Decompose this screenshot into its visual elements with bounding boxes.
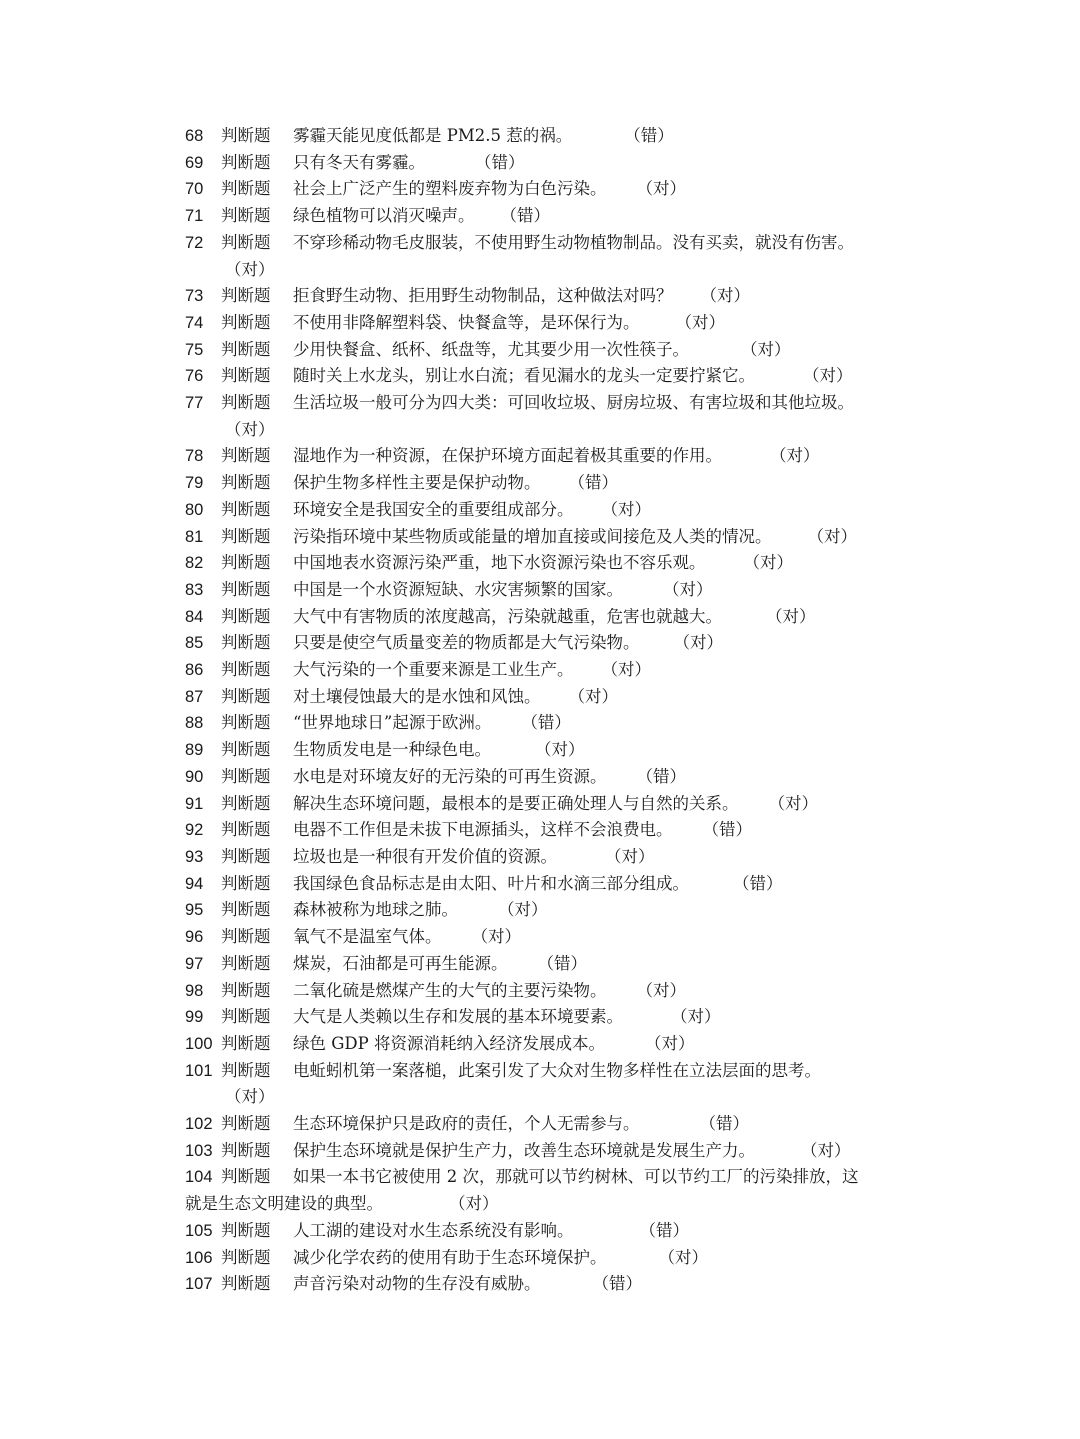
item-type: 判断题 [221,446,271,466]
item-question: 解决生态环境问题，最根本的是要正确处理人与自然的关系。 [293,793,739,813]
item-question: 环境安全是我国安全的重要组成部分。 [293,499,574,519]
item-answer: （对） [671,1007,721,1027]
item-number: 107 [185,1275,213,1294]
item-number: 100 [185,1034,213,1053]
item-answer: （对） [601,499,651,519]
list-item [185,1058,905,1085]
item-question: 拒食野生动物、拒用野生动物制品，这种做法对吗？ [293,286,673,306]
list-item [185,897,905,924]
item-number: 90 [185,767,204,786]
item-answer: （对） [675,312,725,332]
list-item [185,737,905,764]
item-answer: （对） [768,793,818,813]
item-type: 判断题 [221,1007,271,1027]
item-question: 大气中有害物质的浓度越高，污染就越重，危害也就越大。 [293,606,722,626]
list-item [185,390,905,417]
item-question: 我国绿色食品标志是由太阳、叶片和水滴三部分组成。 [293,873,689,893]
item-number: 84 [185,607,204,626]
item-question: 湿地作为一种资源，在保护环境方面起着极其重要的作用。 [293,446,722,466]
item-number: 96 [185,928,204,947]
item-question: 少用快餐盒、纸杯、纸盘等，尤其要少用一次性筷子。 [293,339,689,359]
item-type: 判断题 [221,766,271,786]
item-number: 106 [185,1248,213,1267]
list-item [185,1271,905,1298]
list-item-continuation [185,1084,905,1111]
item-answer: （对） [673,633,723,653]
list-item [185,497,905,524]
item-number: 79 [185,474,204,493]
item-number: 95 [185,901,204,920]
item-answer: （对） [449,1194,499,1214]
item-type: 判断题 [221,713,271,733]
list-item [185,363,905,390]
item-answer: （对） [770,446,820,466]
item-answer: （对） [645,1033,695,1053]
item-type: 判断题 [221,927,271,947]
item-answer: （错） [636,766,686,786]
item-question: 社会上广泛产生的塑料废弃物为白色污染。 [293,179,607,199]
item-question: 人工湖的建设对水生态系统没有影响。 [293,1220,574,1240]
item-number: 87 [185,687,204,706]
item-type: 判断题 [221,1140,271,1160]
item-number: 89 [185,741,204,760]
item-number: 75 [185,340,204,359]
item-type: 判断题 [221,339,271,359]
item-type: 判断题 [221,820,271,840]
item-type: 判断题 [221,873,271,893]
list-item [185,924,905,951]
item-answer: （对） [636,980,686,1000]
list-item [185,1111,905,1138]
item-number: 85 [185,634,204,653]
item-type: 判断题 [221,126,271,145]
item-answer: （错） [639,1220,689,1240]
item-answer: （对） [801,1140,851,1160]
item-answer: （错） [733,873,783,893]
item-number: 98 [185,981,204,1000]
item-type: 判断题 [221,606,271,626]
item-answer: （对） [636,179,686,199]
item-question: 减少化学农药的使用有助于生态环境保护。 [293,1247,607,1267]
list-item [185,844,905,871]
item-answer: （对） [605,846,655,866]
list-item [185,817,905,844]
item-type: 判断题 [221,553,271,573]
item-question: 保护生物多样性主要是保护动物。 [293,473,541,493]
item-number: 82 [185,554,204,573]
list-item [185,550,905,577]
list-item [185,657,905,684]
item-answer: （对） [700,286,750,306]
item-answer: （对） [498,900,548,920]
item-answer: （错） [592,1274,642,1294]
item-type: 判断题 [221,1167,271,1187]
item-answer: （对） [807,526,857,546]
item-type: 判断题 [221,526,271,546]
item-number: 88 [185,714,204,733]
item-type: 判断题 [221,900,271,920]
item-question: 中国地表水资源污染严重，地下水资源污染也不容乐观。 [293,553,706,573]
item-number: 105 [185,1221,213,1240]
item-question: 如果一本书它被使用 2 次，那就可以节约树林、可以节约工厂的污染排放，这 [293,1167,859,1187]
list-item [185,470,905,497]
item-type: 判断题 [221,1060,271,1080]
item-number: 92 [185,821,204,840]
item-number: 78 [185,447,204,466]
list-item [185,684,905,711]
item-number: 102 [185,1115,213,1134]
list-item [185,443,905,470]
list-item [185,1164,905,1191]
list-item [185,230,905,257]
item-question: 二氧化硫是燃煤产生的大气的主要污染物。 [293,980,607,1000]
list-item [185,978,905,1005]
item-question: 垃圾也是一种很有开发价值的资源。 [293,846,557,866]
item-question: 不穿珍稀动物毛皮服装，不使用野生动物植物制品。没有买卖，就没有伤害。 [293,232,854,252]
item-question: 保护生态环境就是保护生产力，改善生态环境就是发展生产力。 [293,1140,755,1160]
item-number: 93 [185,847,204,866]
item-type: 判断题 [221,206,271,226]
item-number: 72 [185,233,204,252]
list-item [185,604,905,631]
item-answer: （错） [500,206,550,226]
item-number: 76 [185,367,204,386]
item-type: 判断题 [221,980,271,1000]
item-answer: （对） [601,660,651,680]
item-question-cont: 就是生态文明建设的典型。 [185,1194,383,1214]
item-question: 不使用非降解塑料袋、快餐盒等，是环保行为。 [293,312,640,332]
item-question: 水电是对环境友好的无污染的可再生资源。 [293,766,607,786]
item-type: 判断题 [221,232,271,252]
item-number: 70 [185,180,204,199]
item-type: 判断题 [221,953,271,973]
list-item [185,577,905,604]
item-type: 判断题 [221,1033,271,1053]
item-question: 氧气不是温室气体。 [293,927,442,947]
item-answer: （对） [658,1247,708,1267]
item-number: 94 [185,874,204,893]
item-question: 大气污染的一个重要来源是工业生产。 [293,660,574,680]
item-answer: （错） [475,152,525,172]
list-item [185,123,905,150]
item-type: 判断题 [221,1114,271,1134]
item-type: 判断题 [221,1247,271,1267]
item-answer: （对） [803,366,853,386]
item-question: 生活垃圾一般可分为四大类：可回收垃圾、厨房垃圾、有害垃圾和其他垃圾。 [293,393,854,413]
item-question: 对土壤侵蚀最大的是水蚀和风蚀。 [293,686,541,706]
item-type: 判断题 [221,686,271,706]
item-question: 煤炭，石油都是可再生能源。 [293,953,508,973]
item-question: 森林被称为地球之肺。 [293,900,458,920]
item-number: 97 [185,954,204,973]
list-item [185,1138,905,1165]
item-type: 判断题 [221,793,271,813]
list-item [185,176,905,203]
list-item [185,710,905,737]
item-number: 69 [185,153,204,172]
item-question: 中国是一个水资源短缺、水灾害频繁的国家。 [293,579,623,599]
item-number: 68 [185,127,204,145]
item-answer: （对） [568,686,618,706]
item-type: 判断题 [221,152,271,172]
list-item [185,871,905,898]
item-type: 判断题 [221,579,271,599]
list-item [185,524,905,551]
item-question: 声音污染对动物的生存没有威胁。 [293,1274,541,1294]
item-type: 判断题 [221,312,271,332]
item-question: 雾霾天能见度低都是 PM2.5 惹的祸。 [293,126,573,145]
item-number: 104 [185,1168,213,1187]
item-question: 电器不工作但是未拔下电源插头，这样不会浪费电。 [293,820,673,840]
list-item-continuation [185,257,905,284]
item-answer: （对） [225,1087,275,1107]
item-question: 随时关上水龙头，别让水白流；看见漏水的龙头一定要拧紧它。 [293,366,755,386]
item-answer: （对） [225,259,275,279]
item-question: 只有冬天有雾霾。 [293,152,425,172]
list-item [185,337,905,364]
item-number: 73 [185,287,204,306]
item-number: 80 [185,500,204,519]
item-answer: （对） [225,419,275,439]
item-number: 77 [185,394,204,413]
list-item [185,150,905,177]
list-item [185,1004,905,1031]
item-answer: （错） [702,820,752,840]
item-number: 83 [185,580,204,599]
item-answer: （错） [521,713,571,733]
item-number: 91 [185,794,204,813]
item-type: 判断题 [221,846,271,866]
item-answer: （对） [743,553,793,573]
list-item [185,1218,905,1245]
item-type: 判断题 [221,499,271,519]
list-item [185,791,905,818]
item-type: 判断题 [221,366,271,386]
item-question: 污染指环境中某些物质或能量的增加直接或间接危及人类的情况。 [293,526,772,546]
item-type: 判断题 [221,473,271,493]
item-type: 判断题 [221,286,271,306]
item-type: 判断题 [221,740,271,760]
item-question: 只要是使空气质量变差的物质都是大气污染物。 [293,633,640,653]
item-answer: （错） [699,1114,749,1134]
list-item [185,630,905,657]
item-number: 86 [185,661,204,680]
list-item-continuation [185,417,905,444]
item-number: 103 [185,1141,213,1160]
item-type: 判断题 [221,179,271,199]
list-item [185,310,905,337]
question-list [185,123,905,1298]
item-answer: （对） [535,740,585,760]
item-number: 74 [185,313,204,332]
item-answer: （对） [741,339,791,359]
item-answer: （错） [568,473,618,493]
item-answer: （对） [471,927,521,947]
list-item [185,203,905,230]
list-item [185,1031,905,1058]
item-question: 大气是人类赖以生存和发展的基本环境要素。 [293,1007,623,1027]
item-question: 生态环境保护只是政府的责任，个人无需参与。 [293,1114,640,1134]
item-answer: （对） [766,606,816,626]
item-question: 电蚯蚓机第一案落槌，此案引发了大众对生物多样性在立法层面的思考。 [293,1060,821,1080]
item-type: 判断题 [221,660,271,680]
list-item-continuation [185,1191,905,1218]
item-question: 生物质发电是一种绿色电。 [293,740,491,760]
list-item [185,1245,905,1272]
item-type: 判断题 [221,633,271,653]
item-number: 99 [185,1008,204,1027]
item-type: 判断题 [221,1220,271,1240]
item-question: 绿色植物可以消灭噪声。 [293,206,475,226]
item-answer: （错） [624,126,674,145]
item-type: 判断题 [221,393,271,413]
item-answer: （对） [663,579,713,599]
item-number: 101 [185,1061,213,1080]
list-item [185,951,905,978]
item-question: 绿色 GDP 将资源消耗纳入经济发展成本。 [293,1033,606,1053]
item-number: 81 [185,527,204,546]
list-item [185,764,905,791]
item-number: 71 [185,207,204,226]
item-question: “世界地球日”起源于欧洲。 [293,713,492,733]
list-item [185,283,905,310]
item-answer: （错） [537,953,587,973]
item-type: 判断题 [221,1274,271,1294]
